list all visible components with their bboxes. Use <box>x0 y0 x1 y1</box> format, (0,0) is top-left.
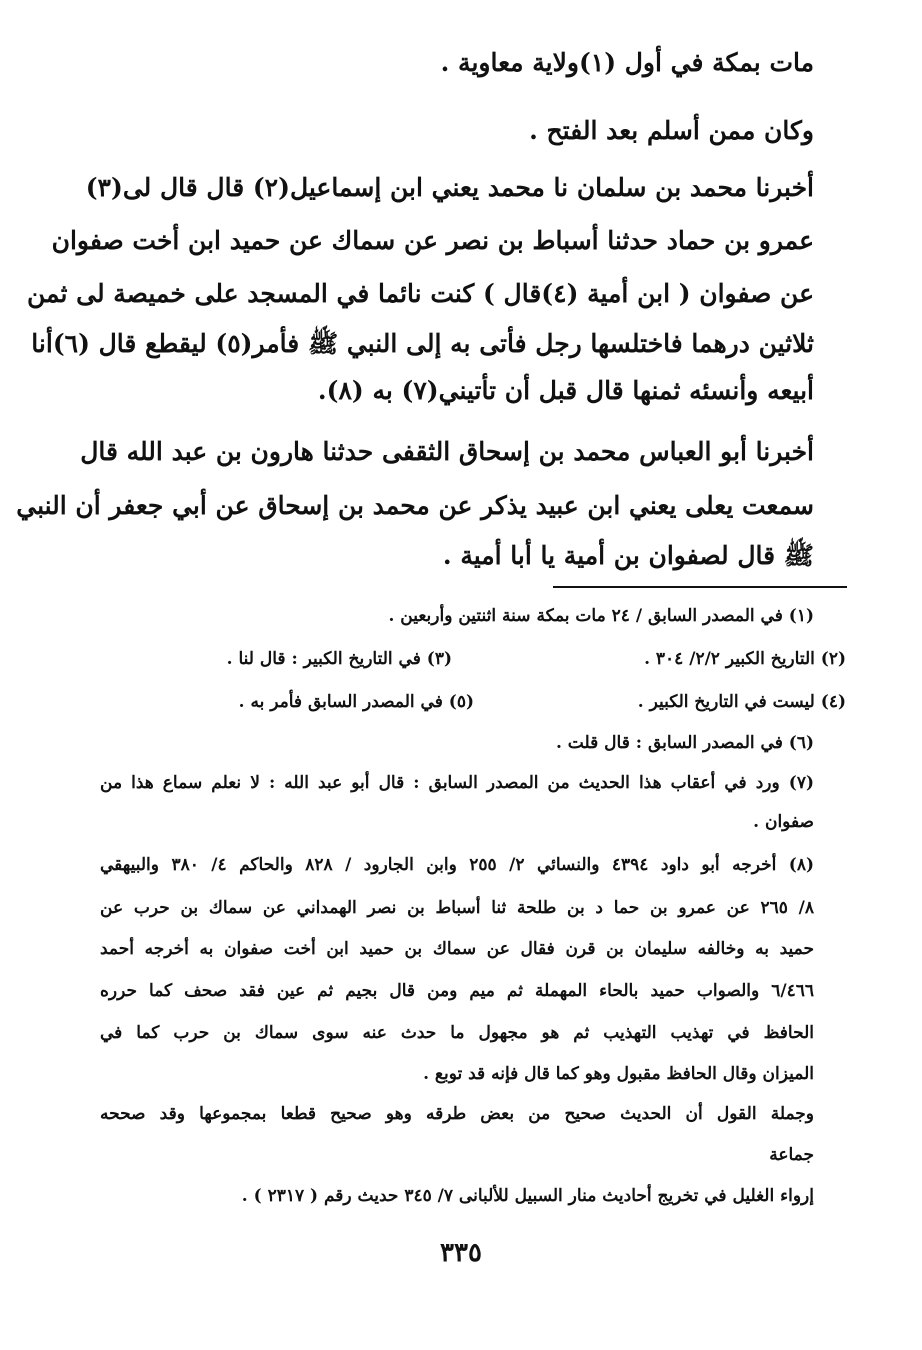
footnote-4: (٤) ليست في التاريخ الكبير . <box>637 692 846 712</box>
footnote-separator <box>553 586 847 588</box>
body-line: وكان ممن أسلم بعد الفتح . <box>529 116 814 145</box>
body-line: عن صفوان ( ابن أمية (٤)قال ) كنت نائما في المسجد على خميصة لى ثمن <box>26 279 814 308</box>
footnote-8-line: ٦/٤٦٦ والصواب حميد بالحاء المهملة ثم ميم ومن قال بجيم ثم عين فقد صحف كما حرره <box>100 981 814 1001</box>
footnote-2: (٢) التاريخ الكبير ٢/٢/ ٣٠٤ . <box>644 649 846 669</box>
body-line: مات بمكة في أول (١)ولاية معاوية . <box>440 48 814 77</box>
body-line: أخبرنا محمد بن سلمان نا محمد يعني ابن إسماعيل(٢) قال قال لى(٣) <box>85 173 814 202</box>
body-line: ﷺ قال لصفوان بن أمية يا أبا أمية . <box>442 541 814 570</box>
footnote-8-line: الحافظ في تهذيب التهذيب ثم هو مجهول ما حدث عنه سوى سماك بن حرب كما في <box>100 1023 814 1043</box>
body-line: سمعت يعلى يعني ابن عبيد يذكر عن محمد بن إسحاق عن أبي جعفر أن النبي <box>16 491 814 520</box>
body-line: أخبرنا أبو العباس محمد بن إسحاق الثقفى حدثنا هارون بن عبد الله قال <box>80 437 814 466</box>
footnote-6: (٦) في المصدر السابق : قال قلت . <box>555 733 814 753</box>
footnote-8-line: حميد به وخالفه سليمان بن قرن فقال عن سماك بن حميد ابن أخت صفوان به أخرجه أحمد <box>100 939 814 959</box>
footnote-8-line: الميزان وقال الحافظ مقبول وهو كما قال فإنه قد توبع . <box>423 1064 814 1084</box>
footnote-7-line: صفوان . <box>753 812 814 832</box>
footnote-8-line: إرواء الغليل في تخريج أحاديث منار السبيل للألبانى ٧/ ٣٤٥ حديث رقم ( ٢٣١٧ ) . <box>241 1186 814 1206</box>
footnote-5: (٥) في المصدر السابق فأمر به . <box>238 692 474 712</box>
body-line: عمرو بن حماد حدثنا أسباط بن نصر عن سماك عن حميد ابن أخت صفوان <box>51 226 814 255</box>
footnote-8-line: جماعة <box>769 1145 814 1165</box>
footnote-7-line: (٧) ورد في أعقاب هذا الحديث من المصدر السابق : قال أبو عبد الله : لا نعلم سماع هذا من <box>100 773 814 793</box>
body-line: ثلاثين درهما فاختلسها رجل فأتى به إلى النبي ﷺ فأمر(٥) ليقطع قال (٦)أنا <box>31 329 814 358</box>
footnote-8-line: (٨) أخرجه أبو داود ٤٣٩٤ والنسائي ٢/ ٢٥٥ وابن الجارود / ٨٢٨ والحاكم ٤/ ٣٨٠ والبيهقي <box>100 855 815 875</box>
footnote-8-line: وجملة القول أن الحديث صحيح من بعض طرقه وهو صحيح قطعا بمجموعها وقد صححه <box>100 1104 814 1124</box>
footnote-8-line: ٨/ ٢٦٥ عن عمرو بن حما د بن طلحة ثنا أسباط بن نصر الهمداني عن سماك بن حرب عن <box>100 898 814 918</box>
footnote-3: (٣) في التاريخ الكبير : قال لنا . <box>226 649 452 669</box>
body-line: أبيعه وأنسئه ثمنها قال قبل أن تأتيني(٧) به (٨). <box>317 376 814 405</box>
footnote-1: (١) في المصدر السابق / ٢٤ مات بمكة سنة اثنتين وأربعين . <box>388 606 814 626</box>
page-number: ٣٣٥ <box>440 1238 482 1268</box>
